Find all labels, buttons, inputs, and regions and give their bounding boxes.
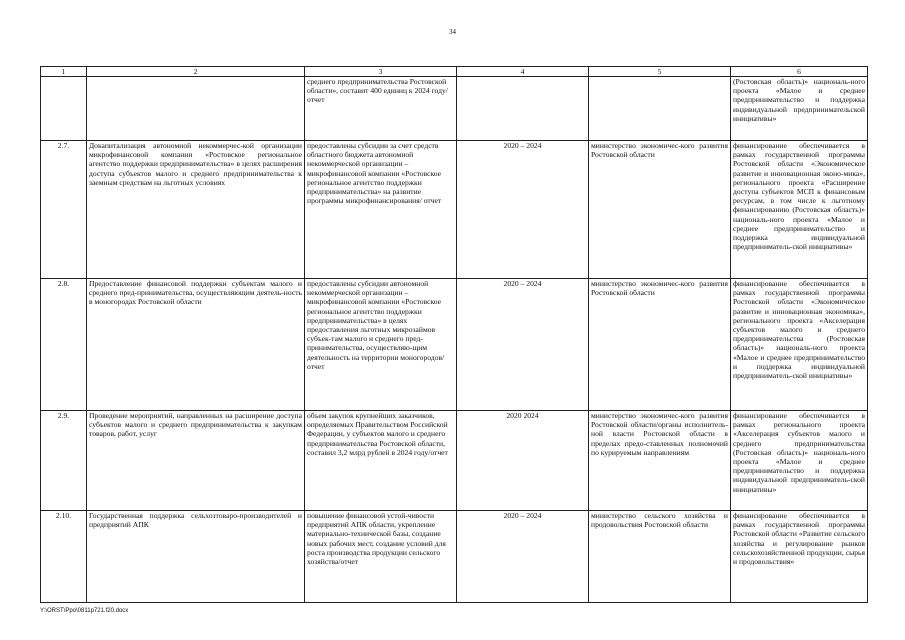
period: 2020 – 2024	[457, 279, 589, 411]
column-header-row	[41, 67, 868, 77]
row-number	[41, 77, 87, 141]
period	[457, 77, 589, 141]
table-row	[41, 77, 868, 141]
table-row	[41, 511, 868, 603]
financing: (Ростовская область)» националь-ного проекта «Малое и среднее предпринимательство и поддержка индивидуальной предпринимательской инициативы»	[731, 77, 868, 141]
row-number: 2.9.	[41, 411, 87, 511]
table-row	[41, 141, 868, 279]
page-number: 34	[449, 28, 456, 36]
expected-result: объем закупок крупнейших заказчиков, определяемых Правительством Российской Федерации, у субъектов малого и среднего предпринимательства Ростовской области, составил 3,2 млрд рублей в 2024 году/отчет	[305, 411, 457, 511]
financing: финансирование обеспечивается в рамках государственной программы Ростовской области «Экономическое развитие и инновационная эконо-мика», регионального проекта «Расширение доступа субъектов МСП к финансовым ресурсам, в том числе к льготному финансированию (Ростовская область)» националь-ного проекта «Малое и среднее предпринимательство и поддержка индивидуальной предприниматель-ской инициативы»	[731, 141, 868, 279]
column-header: 4	[457, 67, 589, 77]
expected-result: предоставлены субсидии за счет средств областного бюджета автономной некоммерческой организации – микрофинансовой компании «Ростовское региональное агентство поддержки предпринимательства» на развитие программы микрофинансирования/ отчет	[305, 141, 457, 279]
column-header: 1	[41, 67, 87, 77]
table-row	[41, 279, 868, 411]
expected-result: среднего предпринимательства Ростовской области», составит 400 единиц к 2024 году/отчет	[305, 77, 457, 141]
footer-file-path: Y:\ORST\Ppo\0811p721.f20.docx	[40, 608, 129, 614]
measures-table	[40, 66, 868, 603]
row-number: 2.7.	[41, 141, 87, 279]
period: 2020 – 2024	[457, 141, 589, 279]
row-number: 2.8.	[41, 279, 87, 411]
executor	[589, 77, 731, 141]
executor: министерство экономичес-кого развития Ростовской области	[589, 279, 731, 411]
measure-name: Докапитализация автономной некоммерчес-кой организации микрофинансовой компании «Ростовское региональное агентство поддержки предпринимательства» в целях расширения доступа субъектов малого и среднего предпринимательства к заемным средствам на льготных условиях	[87, 141, 305, 279]
measure-name: Государственная поддержка сельхозтоваро-производителей и предприятий АПК	[87, 511, 305, 603]
measure-name: Проведение мероприятий, направленных на расширение доступа субъектов малого и среднего предпринимательства к закупкам товаров, работ, услуг	[87, 411, 305, 511]
row-number: 2.10.	[41, 511, 87, 603]
financing: финансирование обеспечивается в рамках государственной программы Ростовской области «Развитие сельского хозяйства и регулирование рынков сельскохозяйственной продукции, сырья и продовольствия»	[731, 511, 868, 603]
financing: финансирование обеспечивается в рамках регионального проекта «Акселерация субъектов малого и среднего предпринимательства (Ростовская область)» националь-ного проекта «Малое и среднее предпринимательство и поддержка индивидуальной предприниматель-ской инициативы»	[731, 411, 868, 511]
measure-name: Предоставление финансовой поддержки субъектам малого и среднего пред-принимательства, осуществляющим деятель-ность в моногородах Ростовской области	[87, 279, 305, 411]
table-row	[41, 411, 868, 511]
executor: министерство экономичес-кого развития Ростовской области/органы исполнитель-ной власти Ростовской области в пределах предо-ставленных полномочий по курируемым направлениям	[589, 411, 731, 511]
column-header: 2	[87, 67, 305, 77]
expected-result: повышение финансовой устой-чивости предприятий АПК области, укрепление материально-технической базы, создание новых рабочих мест, создание условий для роста производства продукции сельского хозяйства/отчет	[305, 511, 457, 603]
financing: финансирование обеспечивается в рамках государственной программы Ростовской области «Экономическое развитие и инновационная экономика», регионального проекта «Акселерация субъектов малого и среднего предпринимательства (Ростовская область)» националь-ного проекта «Малое и среднее предпринимательство и поддержка индивидуальной предприниматель-ской инициативы»	[731, 279, 868, 411]
expected-result: предоставлены субсидии автономной некоммерческой организации – микрофинансовой компании «Ростовское региональное агентство поддержки предпринимательства» в целях предоставления льготных микрозаймов субъек-там малого и среднего пред-принимательства, осуществляю-щим деятельность на территории моногородов/отчет	[305, 279, 457, 411]
period: 2020 2024	[457, 411, 589, 511]
column-header: 6	[731, 67, 868, 77]
period: 2020 – 2024	[457, 511, 589, 603]
column-header: 3	[305, 67, 457, 77]
column-header: 5	[589, 67, 731, 77]
executor: министерство экономичес-кого развития Ростовской области	[589, 141, 731, 279]
executor: министерство сельского хозяйства и продовольствия Ростовской области	[589, 511, 731, 603]
measure-name	[87, 77, 305, 141]
